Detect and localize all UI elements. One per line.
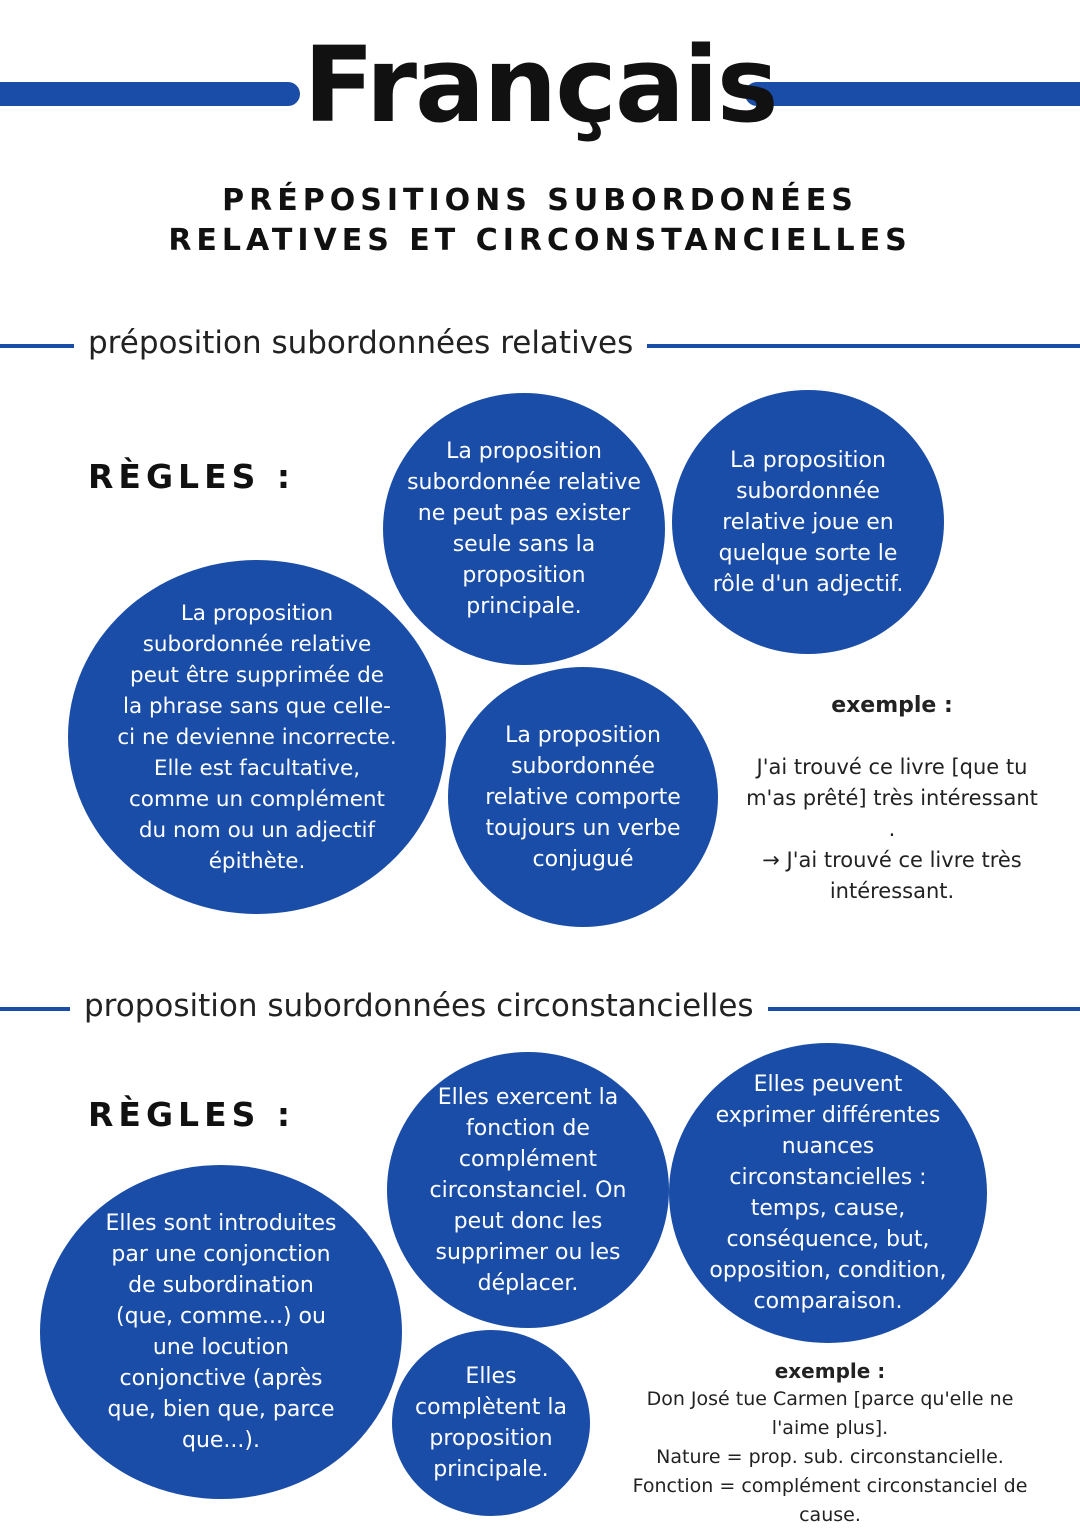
bubble-circ-nuances: Elles peuvent exprimer différentes nuances circonstancielles : temps, cause, conséquence, but, opposition, condition, comparaison. — [669, 1043, 987, 1343]
example-relatives — [722, 690, 1062, 907]
section-heading-circonstancielles: proposition subordonnées circonstancielles — [70, 986, 768, 1026]
bubble-relative-verbe: La proposition subordonnée relative comporte toujours un verbe conjugué — [448, 667, 718, 927]
bubble-circ-completent: Elles complètent la proposition principale. — [392, 1330, 590, 1516]
page-subtitle-line-2: RELATIVES ET CIRCONSTANCIELLES — [168, 223, 912, 258]
example-text: J'ai trouvé ce livre [que tu m'as prêté] très intéressant . → J'ai trouvé ce livre très intéressant. — [746, 755, 1038, 903]
rules-label-circonstancielles: RÈGLES : — [88, 1095, 296, 1134]
example-label: exemple : — [774, 1359, 886, 1383]
example-label: exemple : — [831, 693, 953, 718]
bubble-relative-exist: La proposition subordonnée relative ne peut pas exister seule sans la proposition principale. — [383, 393, 665, 665]
bubble-circ-fonction: Elles exercent la fonction de complément circonstanciel. On peut donc les supprimer ou les déplacer. — [387, 1052, 669, 1328]
rules-label-relatives: RÈGLES : — [88, 457, 296, 496]
bubble-relative-facultative: La proposition subordonnée relative peut être supprimée de la phrase sans que celle- ci ne devienne incorrecte. Elle est facultative, comme un complément du nom ou un adjectif épithète. — [68, 560, 446, 914]
page-title: Français — [303, 24, 777, 146]
title-bar-right — [745, 82, 1080, 106]
title-bar-left — [0, 82, 300, 106]
bubble-relative-adjectif: La proposition subordonnée relative joue en quelque sorte le rôle d'un adjectif. — [672, 390, 944, 654]
page-subtitle-line-1: PRÉPOSITIONS SUBORDONÉES — [222, 183, 858, 218]
bubble-circ-introduites: Elles sont introduites par une conjonction de subordination (que, comme...) ou une locution conjonctive (après que, bien que, parce que...). — [40, 1165, 402, 1499]
section-heading-relatives: préposition subordonnées relatives — [74, 323, 647, 363]
example-text: Don José tue Carmen [parce qu'elle ne l'aime plus]. Nature = prop. sub. circonstancielle. Fonction = complément circonstanciel de cause. — [632, 1388, 1028, 1526]
example-circonstancielles — [605, 1357, 1055, 1530]
